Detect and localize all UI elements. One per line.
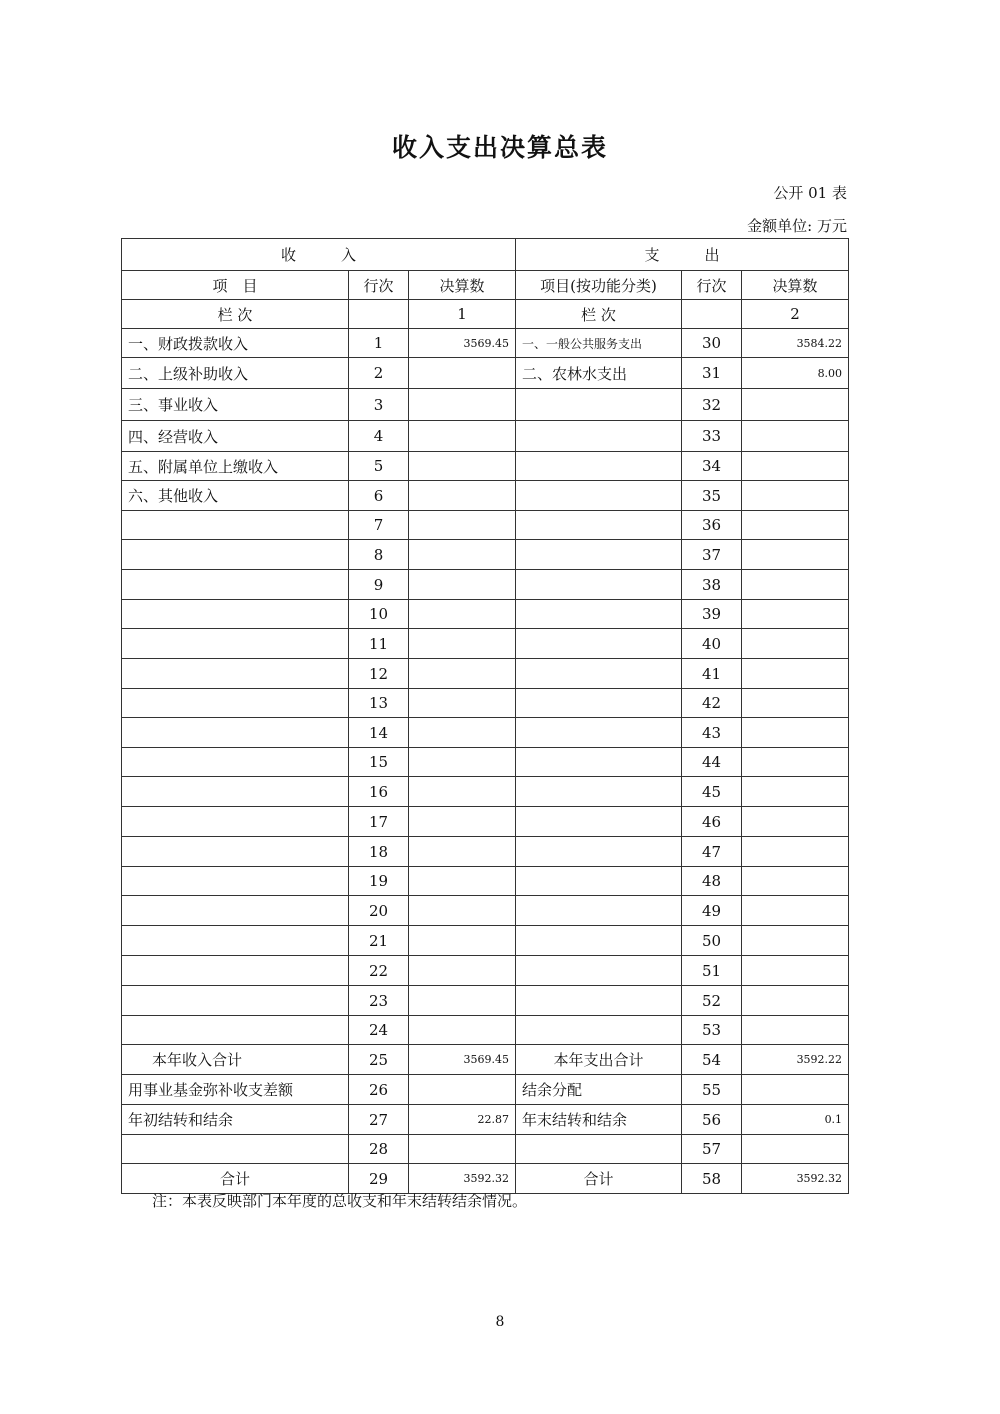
expense-amount-cell [742,389,849,421]
income-amount-cell [409,986,516,1016]
income-item-cell [122,511,349,540]
expense-amount-cell [742,1075,849,1105]
expense-amount-cell: 3592.22 [742,1045,849,1075]
expense-line-cell: 45 [682,777,742,807]
expense-amount-cell [742,986,849,1016]
expense-item-cell [516,1016,682,1045]
expense-column-label: 栏 次 [516,300,682,329]
income-item-cell: 用事业基金弥补收支差额 [122,1075,349,1105]
table-row [122,748,849,777]
expense-item-cell [516,452,682,481]
income-line-cell: 3 [349,389,409,421]
table-row [122,689,849,718]
income-item-cell: 五、附属单位上缴收入 [122,452,349,481]
income-amount-cell [409,570,516,600]
income-line-cell: 23 [349,986,409,1016]
footnote: 注：本表反映部门本年度的总收支和年末结转结余情况。 [152,1192,528,1210]
income-item-cell [122,777,349,807]
income-amount-cell [409,659,516,689]
page-number: 8 [495,1314,505,1330]
income-item-cell [122,659,349,689]
income-item-cell [122,570,349,600]
income-line-cell: 14 [349,718,409,748]
expense-amount-cell [742,1135,849,1164]
income-item-cell [122,896,349,926]
expense-line-cell: 56 [682,1105,742,1135]
table-row [122,718,849,748]
expense-line-cell: 37 [682,540,742,570]
table-row [122,481,849,511]
income-line-cell: 19 [349,867,409,896]
expense-line-blank [682,300,742,329]
table-code: 公开 01 表 [773,184,847,202]
expense-item-cell [516,511,682,540]
expense-amount-cell: 3592.32 [742,1164,849,1194]
table-row [122,421,849,452]
income-item-cell: 三、事业收入 [122,389,349,421]
income-amount-cell [409,837,516,867]
expense-item-cell [516,956,682,986]
expense-line-cell: 50 [682,926,742,956]
expense-line-cell: 47 [682,837,742,867]
expense-item-cell [516,896,682,926]
expense-item-cell [516,629,682,659]
expense-line-cell: 52 [682,986,742,1016]
income-line-cell: 4 [349,421,409,452]
income-amount-cell [409,956,516,986]
income-line-cell: 28 [349,1135,409,1164]
expense-line-cell: 46 [682,807,742,837]
expense-amount-cell [742,452,849,481]
expense-item-cell [516,748,682,777]
income-amount-cell [409,689,516,718]
expense-amount-cell [742,511,849,540]
table-row [122,1075,849,1105]
table-row [122,511,849,540]
income-line-cell: 10 [349,600,409,629]
expense-item-cell: 合计 [516,1164,682,1194]
expense-amount-cell [742,481,849,511]
income-amount-cell: 3592.32 [409,1164,516,1194]
income-amount-cell [409,1075,516,1105]
income-line-cell: 16 [349,777,409,807]
expense-line-cell: 57 [682,1135,742,1164]
income-line-cell: 26 [349,1075,409,1105]
expense-item-cell: 结余分配 [516,1075,682,1105]
income-line-cell: 18 [349,837,409,867]
expense-amount-cell [742,956,849,986]
expense-item-cell [516,718,682,748]
income-amount-cell [409,358,516,389]
income-line-cell: 5 [349,452,409,481]
income-line-cell: 24 [349,1016,409,1045]
expense-line-cell: 49 [682,896,742,926]
table-row [122,329,849,358]
income-amount-header: 决算数 [409,271,516,300]
expense-line-cell: 43 [682,718,742,748]
income-line-cell: 22 [349,956,409,986]
income-item-header: 项 目 [122,271,349,300]
income-item-cell [122,540,349,570]
income-line-cell: 27 [349,1105,409,1135]
expense-line-cell: 53 [682,1016,742,1045]
table-row [122,1105,849,1135]
table-row [122,659,849,689]
income-line-cell: 20 [349,896,409,926]
income-amount-cell [409,896,516,926]
income-amount-cell [409,1016,516,1045]
income-item-cell [122,867,349,896]
expense-item-header: 项目(按功能分类) [516,271,682,300]
expense-line-cell: 36 [682,511,742,540]
expense-item-cell [516,481,682,511]
expense-amount-cell [742,867,849,896]
expense-item-cell [516,421,682,452]
section-header-row [122,239,849,271]
income-line-cell: 15 [349,748,409,777]
expense-amount-cell [742,777,849,807]
income-line-cell: 7 [349,511,409,540]
table-row [122,540,849,570]
expense-amount-cell [742,629,849,659]
expense-amount-cell: 0.1 [742,1105,849,1135]
expense-item-cell: 年末结转和结余 [516,1105,682,1135]
expense-amount-cell [742,570,849,600]
expense-item-cell: 一、一般公共服务支出 [516,329,682,358]
income-item-cell: 合计 [122,1164,349,1194]
expense-item-cell [516,570,682,600]
income-amount-cell [409,421,516,452]
expense-item-cell [516,777,682,807]
income-item-cell [122,689,349,718]
income-amount-cell [409,511,516,540]
income-item-cell: 一、财政拨款收入 [122,329,349,358]
expense-amount-cell [742,896,849,926]
expense-amount-cell [742,718,849,748]
expense-item-cell [516,926,682,956]
expense-item-cell [516,389,682,421]
expense-item-cell: 二、农林水支出 [516,358,682,389]
income-amount-cell [409,867,516,896]
income-amount-cell [409,389,516,421]
table-row [122,358,849,389]
income-line-cell: 17 [349,807,409,837]
expense-amount-cell [742,1016,849,1045]
income-line-cell: 29 [349,1164,409,1194]
expense-item-cell [516,659,682,689]
income-column-label: 栏 次 [122,300,349,329]
table-row [122,837,849,867]
table-row [122,629,849,659]
expense-line-cell: 35 [682,481,742,511]
expense-line-cell: 41 [682,659,742,689]
expense-amount-header: 决算数 [742,271,849,300]
column-header-row [122,271,849,300]
expense-line-cell: 33 [682,421,742,452]
income-column-number: 1 [409,300,516,329]
income-amount-cell [409,540,516,570]
income-amount-cell [409,748,516,777]
expense-line-cell: 48 [682,867,742,896]
expense-line-cell: 30 [682,329,742,358]
income-item-cell [122,956,349,986]
table-row [122,926,849,956]
expense-line-cell: 55 [682,1075,742,1105]
income-line-cell: 11 [349,629,409,659]
income-line-cell: 13 [349,689,409,718]
table-row [122,807,849,837]
expense-line-cell: 40 [682,629,742,659]
income-line-cell: 1 [349,329,409,358]
income-amount-cell [409,600,516,629]
income-line-blank [349,300,409,329]
income-item-cell [122,600,349,629]
expense-line-cell: 58 [682,1164,742,1194]
income-item-cell: 四、经营收入 [122,421,349,452]
table-row [122,1135,849,1164]
expense-line-cell: 44 [682,748,742,777]
income-amount-cell [409,926,516,956]
expense-item-cell [516,867,682,896]
expense-section-header: 支 出 [516,239,849,271]
expense-item-cell [516,807,682,837]
income-item-cell [122,1135,349,1164]
income-amount-cell: 22.87 [409,1105,516,1135]
income-line-cell: 21 [349,926,409,956]
expense-amount-cell [742,807,849,837]
page-title: 收入支出决算总表 [391,133,608,162]
currency-unit: 金额单位: 万元 [747,217,847,235]
income-line-cell: 6 [349,481,409,511]
expense-item-cell [516,1135,682,1164]
income-section-header: 收 入 [122,239,516,271]
income-item-cell [122,807,349,837]
expense-column-number: 2 [742,300,849,329]
expense-amount-cell [742,540,849,570]
expense-line-cell: 42 [682,689,742,718]
expense-item-cell [516,540,682,570]
expense-amount-cell [742,926,849,956]
income-amount-cell [409,629,516,659]
income-item-cell [122,986,349,1016]
expense-item-cell [516,689,682,718]
expense-amount-cell [742,600,849,629]
expense-line-header: 行次 [682,271,742,300]
table-row [122,867,849,896]
table-row [122,1016,849,1045]
expense-item-cell: 本年支出合计 [516,1045,682,1075]
table-row [122,452,849,481]
income-item-cell [122,629,349,659]
expense-amount-cell [742,659,849,689]
expense-amount-cell [742,421,849,452]
expense-item-cell [516,837,682,867]
expense-line-cell: 38 [682,570,742,600]
column-number-row [122,300,849,329]
income-line-cell: 12 [349,659,409,689]
income-line-cell: 25 [349,1045,409,1075]
table-row [122,389,849,421]
income-item-cell [122,748,349,777]
expense-item-cell [516,600,682,629]
expense-line-cell: 54 [682,1045,742,1075]
expense-line-cell: 39 [682,600,742,629]
expense-item-cell [516,986,682,1016]
expense-line-cell: 34 [682,452,742,481]
table-row [122,1045,849,1075]
income-amount-cell [409,718,516,748]
table-row [122,570,849,600]
income-item-cell: 本年收入合计 [122,1045,349,1075]
income-amount-cell [409,807,516,837]
expense-line-cell: 51 [682,956,742,986]
expense-amount-cell: 8.00 [742,358,849,389]
expense-amount-cell: 3584.22 [742,329,849,358]
income-amount-cell [409,481,516,511]
table-row [122,600,849,629]
income-amount-cell: 3569.45 [409,1045,516,1075]
income-amount-cell [409,777,516,807]
income-amount-cell: 3569.45 [409,329,516,358]
income-item-cell [122,718,349,748]
expense-amount-cell [742,748,849,777]
expense-amount-cell [742,837,849,867]
table-row [122,1164,849,1194]
income-item-cell: 年初结转和结余 [122,1105,349,1135]
table-row [122,777,849,807]
income-amount-cell [409,1135,516,1164]
table-row [122,986,849,1016]
income-item-cell [122,926,349,956]
income-expense-table [121,238,849,1194]
income-item-cell [122,837,349,867]
income-item-cell [122,1016,349,1045]
income-item-cell: 六、其他收入 [122,481,349,511]
expense-line-cell: 32 [682,389,742,421]
income-line-cell: 8 [349,540,409,570]
table-row [122,896,849,926]
income-line-cell: 9 [349,570,409,600]
table-row [122,956,849,986]
income-line-cell: 2 [349,358,409,389]
income-item-cell: 二、上级补助收入 [122,358,349,389]
expense-amount-cell [742,689,849,718]
income-amount-cell [409,452,516,481]
expense-line-cell: 31 [682,358,742,389]
income-line-header: 行次 [349,271,409,300]
